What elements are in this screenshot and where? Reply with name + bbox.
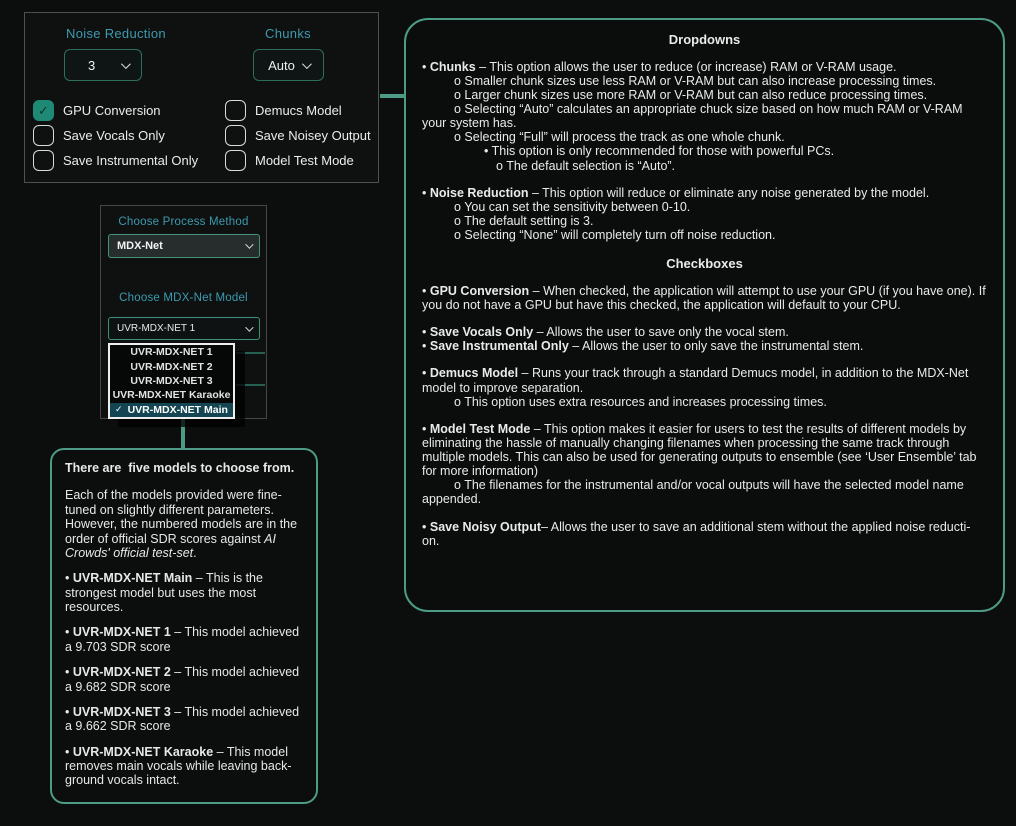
doc-sub-bullet: o The filenames for the instrumental and/or vocal outputs will have the selected model name appended. xyxy=(422,478,964,507)
chevron-down-icon xyxy=(245,240,253,248)
doc-bullet: • Chunks – This option allows the user to reduce (or increase) RAM or V-RAM usage. xyxy=(422,59,897,74)
models-note-box xyxy=(50,448,318,804)
mdx-model-dropdown[interactable] xyxy=(108,317,260,340)
models-note-item: • UVR-MDX-NET 3 – This model achieved a 9.662 SDR score xyxy=(65,704,300,734)
doc-bullet: • Model Test Mode – This option makes it easier for users to test the results of different models by eliminating the hassle of manually changing filenames when processing the same track through multiple models. This can also be used for generating outputs to ensemble (see ‘User Ensemble’ tab for more information) xyxy=(422,421,977,479)
doc-sub-bullet: o The default selection is “Auto”. xyxy=(496,158,676,173)
doc-sub-bullet: • This option is only recommended for those with powerful PCs. xyxy=(484,144,835,159)
noise-reduction-dropdown[interactable] xyxy=(64,49,142,81)
noise-reduction-value: 3 xyxy=(88,57,96,73)
model-option-label: UVR-MDX-NET 1 xyxy=(130,346,213,359)
checkbox-label: GPU Conversion xyxy=(63,103,161,118)
models-note-item: • UVR-MDX-NET Karaoke – This model removes main vocals while leaving back-ground vocals intact. xyxy=(65,744,292,788)
documentation-panel xyxy=(404,18,1005,612)
doc-bullet: • Save Vocals Only – Allows the user to save only the vocal stem. xyxy=(422,325,789,340)
doc-spacer xyxy=(422,353,987,366)
doc-sub-bullet: o Selecting “Auto” calculates an appropriate chuck size based on how much RAM or V-RAM your system has. xyxy=(422,102,963,131)
mdx-model-option-list xyxy=(108,343,235,419)
process-method-dropdown[interactable] xyxy=(108,234,260,258)
doc-spacer xyxy=(422,272,987,284)
models-note-intro-segment: AI Crowds' official test-set xyxy=(65,531,276,560)
models-note-item: • UVR-MDX-NET 1 – This model achieved a 9.703 SDR score xyxy=(65,625,300,654)
doc-spacer xyxy=(422,48,987,60)
models-note-heading: There are five models to choose from. xyxy=(65,461,295,475)
model-option-label: UVR-MDX-NET 3 xyxy=(130,374,213,387)
doc-sub-bullet: o The default setting is 3. xyxy=(454,213,594,228)
checkbox-row[interactable] xyxy=(225,100,371,121)
checkbox-label: Save Vocals Only xyxy=(63,128,165,143)
connector-line-horizontal xyxy=(380,94,404,98)
checkbox-checked-icon[interactable] xyxy=(33,100,54,121)
checkbox-label: Model Test Mode xyxy=(255,153,354,168)
checkbox-label: Save Noisey Output xyxy=(255,128,371,143)
chevron-down-icon xyxy=(302,59,312,69)
model-option[interactable] xyxy=(110,359,233,373)
check-icon: ✓ xyxy=(38,103,49,118)
checkbox-unchecked-icon[interactable] xyxy=(33,125,54,146)
doc-bullet: • Noise Reduction – This option will reduce or eliminate any noise generated by the model. xyxy=(422,185,930,200)
chevron-down-icon xyxy=(121,59,131,69)
doc-spacer xyxy=(422,312,987,325)
doc-sub-bullet: o Selecting “None” will completely turn off noise reduction. xyxy=(454,228,776,243)
model-option-label: UVR-MDX-NET 2 xyxy=(130,360,213,373)
chunks-value: Auto xyxy=(268,57,295,73)
chevron-down-icon xyxy=(245,323,253,331)
doc-bullet: • GPU Conversion – When checked, the application will attempt to use your GPU (if you have one). If you do not have a GPU but have this checked, the application will default to your CPU. xyxy=(422,283,986,312)
checkbox-column-left xyxy=(33,100,198,171)
model-option-label: UVR-MDX-NET Main xyxy=(127,403,228,416)
model-option-label: UVR-MDX-NET Karaoke xyxy=(112,389,231,402)
doc-sub-bullet: o Larger chunk sizes use more RAM or V-RAM but can also reduce processing times. xyxy=(454,87,928,102)
checkbox-label: Save Instrumental Only xyxy=(63,153,199,168)
doc-section-heading: Checkboxes xyxy=(666,256,743,272)
checkbox-unchecked-icon[interactable] xyxy=(225,100,246,121)
doc-sub-bullet: o Smaller chunk sizes use less RAM or V-RAM but can also increase processing times. xyxy=(454,73,937,88)
doc-spacer xyxy=(422,173,987,186)
model-option[interactable] xyxy=(110,345,233,359)
models-note-item: • UVR-MDX-NET 2 – This model achieved a 9.682 SDR score xyxy=(65,665,300,694)
doc-spacer xyxy=(422,242,987,255)
checkbox-unchecked-icon[interactable] xyxy=(225,150,246,171)
models-note-intro xyxy=(65,488,303,560)
models-note-item: • UVR-MDX-NET Main – This is the strongest model but uses the most resources. xyxy=(65,571,263,614)
panel-divider-line xyxy=(236,384,265,386)
chunks-dropdown[interactable] xyxy=(253,49,324,81)
models-note-intro-segment: Each of the models provided were fine-tuned on slightly different parameters. However, the numbered models are in the order of official SDR scores against xyxy=(65,488,298,546)
doc-bullet: • Save Noisy Output– Allows the user to save an additional stem without the applied noise reducti-on. xyxy=(422,519,971,548)
doc-sub-bullet: o Selecting “Full” will process the track as one whole chunk. xyxy=(454,130,785,145)
checkbox-label: Demucs Model xyxy=(255,103,342,118)
model-option[interactable] xyxy=(110,388,233,402)
model-option[interactable] xyxy=(110,403,233,417)
checkbox-row[interactable] xyxy=(33,150,198,171)
models-note-intro-segment: . xyxy=(193,545,197,560)
connector-line-vertical xyxy=(181,418,185,448)
checkbox-row[interactable] xyxy=(33,100,198,121)
process-method-label: Choose Process Method xyxy=(118,216,249,228)
models-note-items xyxy=(65,571,303,788)
process-method-value: MDX-Net xyxy=(117,240,163,252)
doc-bullet: • Save Instrumental Only – Allows the user to only save the instrumental stem. xyxy=(422,339,864,354)
doc-sub-bullet: o You can set the sensitivity between 0-10. xyxy=(454,199,691,214)
checkbox-unchecked-icon[interactable] xyxy=(33,150,54,171)
checkbox-row[interactable] xyxy=(33,125,198,146)
checkbox-column-right xyxy=(225,100,371,171)
chunks-label: Chunks xyxy=(265,26,311,41)
check-icon: ✓ xyxy=(115,404,123,415)
checkbox-row[interactable] xyxy=(225,150,371,171)
noise-reduction-label: Noise Reduction xyxy=(66,26,166,41)
doc-section-heading: Dropdowns xyxy=(668,32,741,47)
settings-panel xyxy=(24,12,379,183)
panel-divider-line xyxy=(236,352,265,354)
doc-bullet: • Demucs Model – Runs your track through a standard Demucs model, in addition to the MDX-Net model to improve separation. xyxy=(422,366,969,395)
doc-spacer xyxy=(422,409,987,422)
mdx-model-label: Choose MDX-Net Model xyxy=(119,292,248,304)
checkbox-unchecked-icon[interactable] xyxy=(225,125,246,146)
mdx-model-value: UVR-MDX-NET 1 xyxy=(117,323,196,334)
doc-sub-bullet: o This option uses extra resources and increases processing times. xyxy=(454,394,827,409)
checkbox-row[interactable] xyxy=(225,125,371,146)
model-option[interactable] xyxy=(110,374,233,388)
doc-spacer xyxy=(422,507,987,520)
